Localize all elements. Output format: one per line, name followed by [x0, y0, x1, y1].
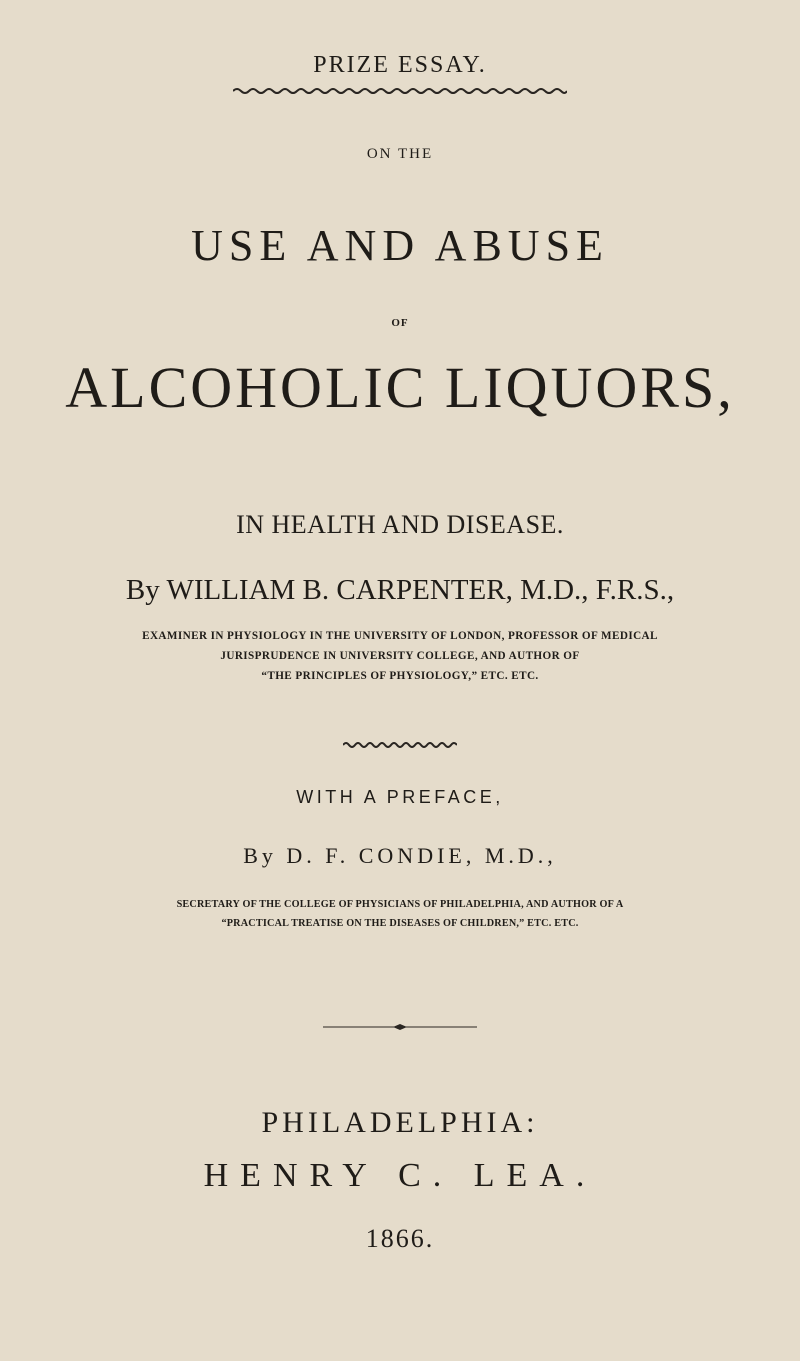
title-subject: ALCOHOLIC LIQUORS, [65, 355, 735, 420]
author-credentials-line: EXAMINER IN PHYSIOLOGY IN THE UNIVERSITY OF LONDON, PROFESSOR OF MEDICAL [142, 630, 658, 642]
preface-credentials [0, 895, 800, 933]
on-the-line: ON THE [366, 146, 434, 162]
preface-line: WITH A PREFACE, [296, 787, 504, 807]
imprint-year: 1866. [365, 1224, 435, 1253]
title-main: USE AND ABUSE [191, 221, 609, 270]
imprint-publisher: HENRY C. LEA. [203, 1157, 597, 1194]
author-credentials-line: “THE PRINCIPLES OF PHYSIOLOGY,” ETC. ETC. [261, 670, 539, 682]
author-line: By WILLIAM B. CARPENTER, M.D., F.R.S., [125, 574, 675, 606]
preface-credentials-line: “PRACTICAL TREATISE ON THE DISEASES OF CHILDREN,” ETC. ETC. [221, 918, 579, 929]
divider-rule [323, 1022, 477, 1032]
author-credentials-line: JURISPRUDENCE IN UNIVERSITY COLLEGE, AND AUTHOR OF [220, 650, 580, 662]
author-credentials [0, 626, 800, 686]
title-sub: IN HEALTH AND DISEASE. [236, 510, 564, 539]
preface-credentials-line: SECRETARY OF THE COLLEGE OF PHYSICIANS OF PHILADELPHIA, AND AUTHOR OF A [176, 899, 624, 910]
prize-essay-heading: PRIZE ESSAY. [313, 52, 487, 78]
preface-author: By D. F. CONDIE, M.D., [243, 843, 557, 868]
of-line: OF [391, 317, 409, 329]
imprint-city: PHILADELPHIA: [261, 1106, 539, 1139]
wavy-rule-middle [343, 741, 457, 749]
wavy-rule-top [233, 87, 567, 95]
